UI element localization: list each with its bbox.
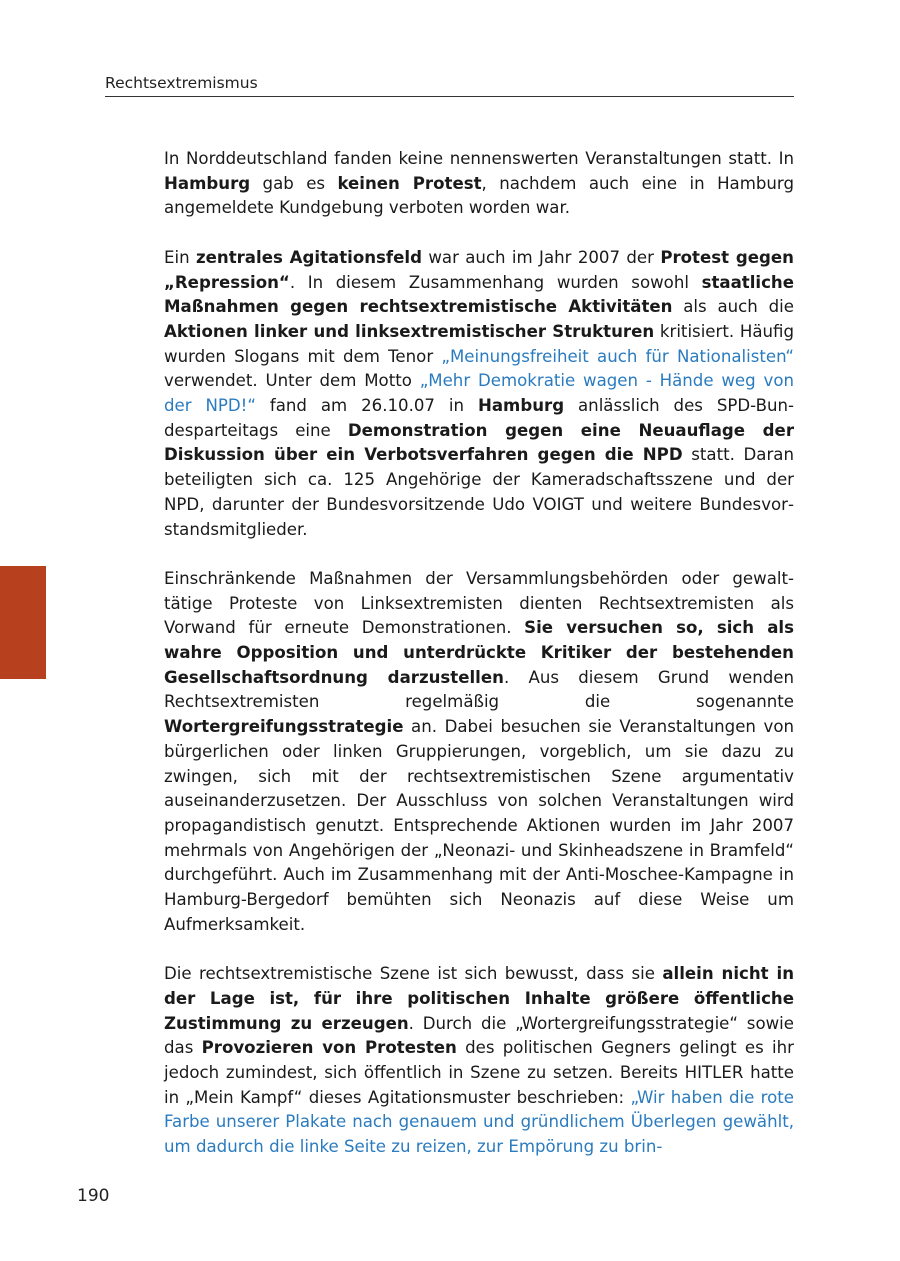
page-number: 190 xyxy=(77,1186,110,1206)
text-run: Die rechtsextremistische Szene ist sich bewusst, dass sie xyxy=(164,964,663,984)
bold-phrase: staatliche Maßnahmen gegen rechtsextremistische Aktivitäten xyxy=(164,272,794,317)
text-run: . Aus diesem Grund wenden Rechtsextremisten regelmäßig die sogenannte xyxy=(164,667,794,712)
paragraph xyxy=(164,147,794,221)
bold-phrase: Protest gegen „Repression“ xyxy=(164,247,794,292)
text-run: verwendet. Unter dem Motto xyxy=(164,371,420,391)
body-text xyxy=(164,147,794,1184)
quoted-slogan: „Meinungsfreiheit auch für Nationalisten“ xyxy=(441,346,794,366)
text-run: anlässlich des SPD-Bundesparteitags eine xyxy=(164,396,794,440)
text-run: kritisiert. Häufig wurden Slogans mit dem Tenor xyxy=(164,321,794,366)
bold-phrase: Hamburg xyxy=(164,173,251,193)
chapter-marker-tab xyxy=(0,566,46,679)
bold-phrase: Wortergreifungsstrategie xyxy=(164,717,404,737)
bold-phrase: zentrales Agitationsfeld xyxy=(195,247,422,267)
text-run: . Durch die „Wortergreifungsstrategie“ sowie das xyxy=(164,1013,794,1058)
bold-phrase: Sie versuchen so, sich als wahre Opposition und unterdrückte Kritiker der bestehenden Gesellschaftsordnung darzustellen xyxy=(164,618,794,687)
paragraph xyxy=(164,962,794,1160)
paragraph xyxy=(164,567,794,938)
text-run: statt. Daran beteiligten sich ca. 125 Angehörige der Kameradschaftsszene und der NPD, darunter der Bundesvorsitzende Udo VOIGT und weitere Bundesvorstandsmitglieder. xyxy=(164,445,794,539)
running-header: Rechtsextremismus xyxy=(105,74,794,97)
text-run: als auch die xyxy=(672,297,794,317)
text-run: des politischen Gegners gelingt es ihr jedoch zumindest, sich öffentlich in Szene zu setzen. Bereits HITLER hatte in „Mein Kampf“ dieses Agitationsmuster beschrieben: xyxy=(164,1038,794,1107)
text-run: gab es xyxy=(250,173,338,193)
text-run: In Norddeutschland fanden keine nennenswerten Veranstaltungen statt. In xyxy=(164,149,794,168)
quoted-slogan: „Mehr Demokratie wagen - Hände weg von der NPD!“ xyxy=(164,371,794,416)
text-run: war auch im Jahr 2007 der xyxy=(421,247,661,267)
text-run: Einschränkende Maßnahmen der Versammlungsbehörden oder gewalttätige Proteste von Linksextremisten dienten Rechtsextremisten als Vorwand für erneute Demonstrationen. xyxy=(164,568,794,638)
text-run: , nachdem auch eine in Hamburg angemeldete Kundgebung verboten worden war. xyxy=(164,173,794,218)
paragraph xyxy=(164,246,794,542)
bold-phrase: keinen Protest xyxy=(337,173,482,193)
text-run: . In diesem Zusammenhang wurden sowohl xyxy=(289,272,702,292)
bold-phrase: Hamburg xyxy=(477,396,565,416)
text-run: Ein xyxy=(164,247,196,267)
quoted-slogan: „Wir haben die rote Farbe unserer Plakate nach genauem und gründlichem Überlegen gewählt, um dadurch die linke Seite zu reizen, zur Empörung zu brin- xyxy=(164,1087,794,1157)
bold-phrase: Aktionen linker und linksextremistischer Strukturen xyxy=(164,321,655,341)
text-run: fand am 26.10.07 in xyxy=(255,396,478,416)
bold-phrase: allein nicht in der Lage ist, für ihre politischen Inhalte größere öffentliche Zustimmung zu erzeugen xyxy=(164,964,795,1033)
bold-phrase: Provozieren von Protesten xyxy=(201,1038,457,1058)
bold-phrase: Demonstration gegen eine Neuauflage der Diskussion über ein Verbotsverfahren gegen die NPD xyxy=(164,420,794,465)
text-run: an. Dabei besuchen sie Veranstaltungen von bürgerlichen oder linken Gruppierungen, vorgeblich, um sie dazu zu zwingen, sich mit der rechtsextremistischen Szene argumentativ auseinanderzusetzen. Der Ausschluss von solchen Veranstaltungen wird propagandistisch genutzt. Entsprechende Aktionen wurden im Jahr 2007 mehrmals von Angehörigen der „Neonazi- und Skinheadszene in Bramfeld“ durchgeführt. Auch im Zusammenhang mit der Anti-Moschee-Kampagne in Hamburg-Bergedorf bemühten sich Neonazis auf diese Weise um Aufmerksamkeit. xyxy=(164,717,794,934)
